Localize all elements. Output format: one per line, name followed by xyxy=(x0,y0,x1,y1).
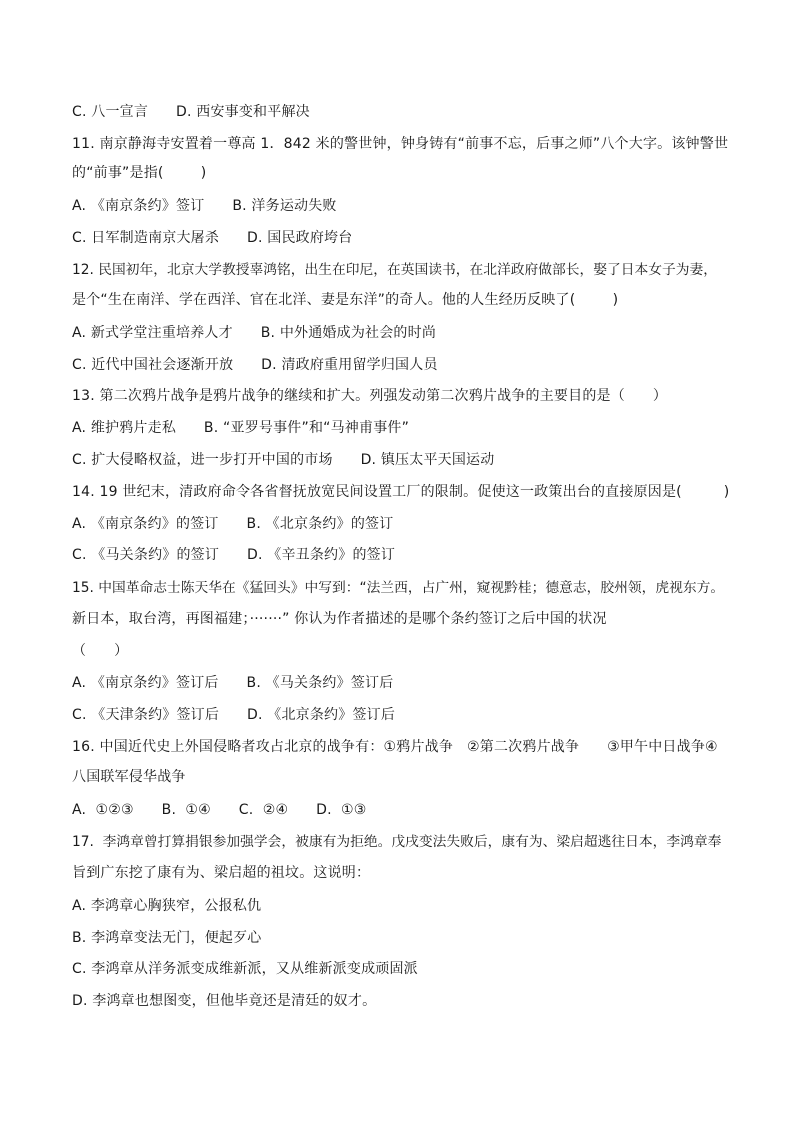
q17-option-b: B. 李鸿章变法无门，便起歹心 xyxy=(72,930,262,946)
q11-options-cd: C. 日军制造南京大屠杀 D. 国民政府垮台 xyxy=(72,230,353,246)
q14-options-ab: A. 《南京条约》的签订 B. 《北京条约》的签订 xyxy=(72,516,394,532)
q12-stem-line1: 12. 民国初年，北京大学教授辜鸿铭，出生在印尼，在英国读书，在北洋政府做部长，娶了日本女子为妻， xyxy=(72,262,717,278)
q17-option-c: C. 李鸿章从洋务派变成维新派，又从维新派变成顽固派 xyxy=(72,961,418,977)
q17-stem-line1: 17. 李鸿章曾打算捐银参加强学会，被康有为拒绝。戊戌变法失败后，康有为、梁启超逃往日本，李鸿章奉 xyxy=(72,834,722,850)
q16-stem-line2: 八国联军侵华战争 xyxy=(72,769,186,785)
q15-stem-line2: 新日本，取台湾，再图福建；·······” 你认为作者描述的是哪个条约签订之后中国的状况 xyxy=(72,611,607,627)
q11-stem-line2: 的“前事”是指( ) xyxy=(72,165,207,181)
q16-stem-line1: 16. 中国近代史上外国侵略者攻占北京的战争有：①鸦片战争 ②第二次鸦片战争 ③甲午中日战争④ xyxy=(72,739,718,755)
q15-answer-blank: （ ） xyxy=(72,643,129,659)
q14-stem: 14. 19 世纪末，清政府命令各省督抚放宽民间设置工厂的限制。促使这一政策出台的直接原因是( ) xyxy=(72,484,730,500)
q12-options-ab: A. 新式学堂注重培养人才 B. 中外通婚成为社会的时尚 xyxy=(72,325,437,341)
q13-options-cd: C. 扩大侵略权益，进一步打开中国的市场 D. 镇压太平天国运动 xyxy=(72,452,495,468)
q10-options-cd: C. 八一宣言 D. 西安事变和平解决 xyxy=(72,104,310,120)
q17-option-d: D. 李鸿章也想图变，但他毕竟还是清廷的奴才。 xyxy=(72,993,377,1009)
q15-options-cd: C. 《天津条约》签订后 D. 《北京条约》签订后 xyxy=(72,707,396,723)
q15-stem-line1: 15. 中国革命志士陈天华在《猛回头》中写到：“法兰西，占广州，窥视黔桂；德意志，胶州领，虎视东方。 xyxy=(72,580,725,596)
q11-stem-line1: 11. 南京静海寺安置着一尊高 1．842 米的警世钟，钟身铸有“前事不忘，后事之师”八个大字。该钟警世 xyxy=(72,136,729,152)
q17-option-a: A. 李鸿章心胸狭窄，公报私仇 xyxy=(72,898,262,914)
q16-options: A. ①②③ B. ①④ C. ②④ D. ①③ xyxy=(72,802,367,818)
q12-options-cd: C. 近代中国社会逐渐开放 D. 清政府重用留学归国人员 xyxy=(72,357,438,373)
q13-stem: 13. 第二次鸦片战争是鸦片战争的继续和扩大。列强发动第二次鸦片战争的主要目的是（ ） xyxy=(72,388,668,404)
q17-stem-line2: 旨到广东挖了康有为、梁启超的祖坟。这说明： xyxy=(72,865,371,881)
q15-options-ab: A. 《南京条约》签订后 B. 《马关条约》签订后 xyxy=(72,675,394,691)
q13-options-ab: A. 维护鸦片走私 B. “亚罗号事件”和“马神甫事件” xyxy=(72,420,410,436)
q11-options-ab: A. 《南京条约》签订 B. 洋务运动失败 xyxy=(72,198,337,214)
q12-stem-line2: 是个“生在南洋、学在西洋、官在北洋、妻是东洋”的奇人。他的人生经历反映了( ) xyxy=(72,292,619,308)
q14-options-cd: C. 《马关条约》的签订 D. 《辛丑条约》的签订 xyxy=(72,547,396,563)
